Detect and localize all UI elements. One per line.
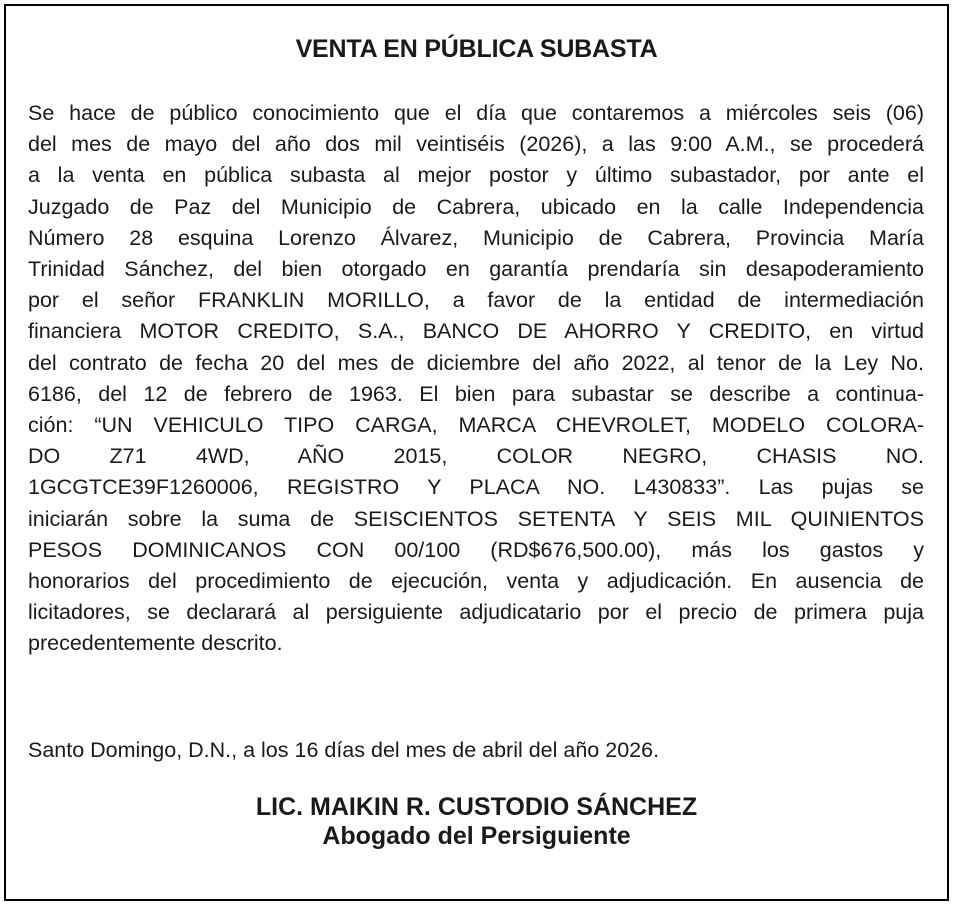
body-line-last: precedentemente descrito. xyxy=(28,631,283,656)
signature-role: Abogado del Persiguiente xyxy=(322,822,631,850)
notice-body xyxy=(28,98,924,660)
body-line: Trinidad Sánchez, del bien otorgado en garantía prendaría sin desapoderamiento xyxy=(28,257,924,282)
signature-name: LIC. MAIKIN R. CUSTODIO SÁNCHEZ xyxy=(255,793,698,821)
body-line: a la venta en pública subasta al mejor postor y último subastador, por ante el xyxy=(28,163,924,188)
body-line: Número 28 esquina Lorenzo Álvarez, Municipio de Cabrera, Provincia María xyxy=(28,225,924,250)
body-line: 6186, del 12 de febrero de 1963. El bien para subastar se describe a continua- xyxy=(28,381,924,406)
body-line: ción: “UN VEHICULO TIPO CARGA, MARCA CHEVROLET, MODELO COLORA- xyxy=(28,413,924,438)
body-line: honorarios del procedimiento de ejecución, venta y adjudicación. En ausencia de xyxy=(28,569,924,594)
notice-frame xyxy=(4,4,949,901)
signature-block xyxy=(6,793,947,851)
notice-title: VENTA EN PÚBLICA SUBASTA xyxy=(295,35,658,63)
body-line: del mes de mayo del año dos mil veintiséis (2026), a las 9:00 A.M., se procederá xyxy=(28,132,924,157)
body-line: PESOS DOMINICANOS CON 00/100 (RD$676,500.00), más los gastos y xyxy=(28,537,924,562)
body-line: 1GCGTCE39F1260006, REGISTRO Y PLACA NO. L430833”. Las pujas se xyxy=(28,475,924,500)
body-line: DO Z71 4WD, AÑO 2015, COLOR NEGRO, CHASIS NO. xyxy=(28,444,924,469)
place-date: Santo Domingo, D.N., a los 16 días del mes de abril del año 2026. xyxy=(28,738,660,762)
body-line: Juzgado de Paz del Municipio de Cabrera, ubicado en la calle Independencia xyxy=(28,194,924,219)
body-line: del contrato de fecha 20 del mes de diciembre del año 2022, al tenor de la Ley No. xyxy=(28,350,924,375)
body-line: por el señor FRANKLIN MORILLO, a favor de la entidad de intermediación xyxy=(28,288,924,313)
body-line: financiera MOTOR CREDITO, S.A., BANCO DE AHORRO Y CREDITO, en virtud xyxy=(28,319,924,344)
body-line: iniciarán sobre la suma de SEISCIENTOS SETENTA Y SEIS MIL QUINIENTOS xyxy=(28,506,924,531)
body-line: Se hace de público conocimiento que el día que contaremos a miércoles seis (06) xyxy=(28,101,924,125)
body-line: licitadores, se declarará al persiguiente adjudicatario por el precio de primera puja xyxy=(28,600,924,625)
